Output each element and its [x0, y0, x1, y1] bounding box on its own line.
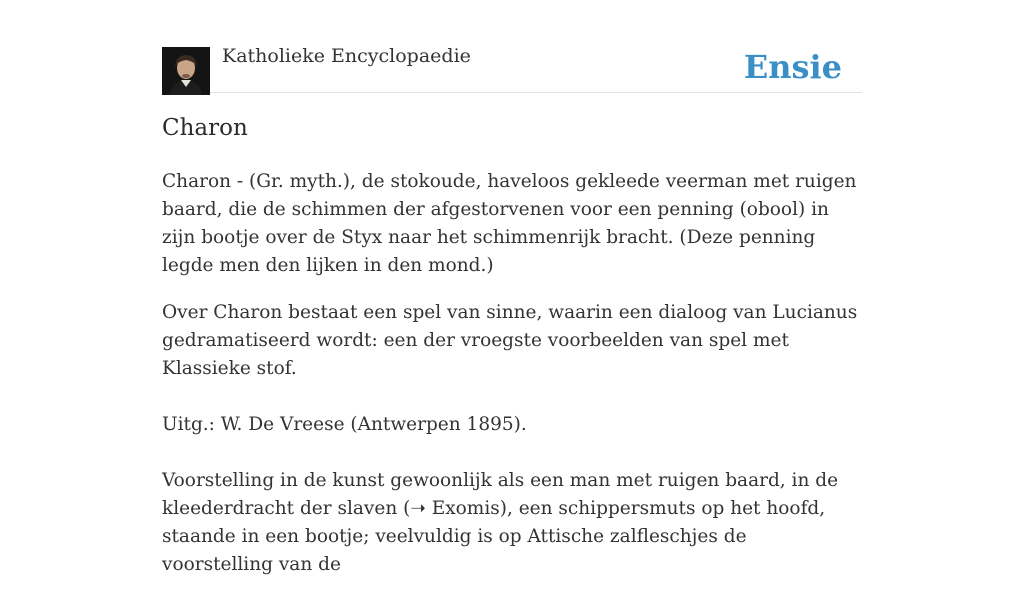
article-paragraph: Voorstelling in de kunst gewoonlijk als een man met ruigen baard, in de kleederdracht der slaven (➝ Exomis), een schippersmuts op het hoofd, staande in een bootje; veelvuldig is op Attische zalfleschjes de voorstelling van de — [162, 470, 839, 575]
site-header — [162, 0, 862, 93]
page-container — [162, 0, 862, 575]
portrait-avatar-icon[interactable] — [162, 47, 210, 95]
article-paragraph: Uitg.: W. De Vreese (Antwerpen 1895). — [162, 414, 527, 435]
page-title: Charon — [162, 115, 248, 141]
ensie-logo-link[interactable]: Ensie — [743, 48, 842, 86]
site-name-link[interactable]: Katholieke Encyclopaedie — [222, 45, 471, 67]
article-paragraph: Over Charon bestaat een spel van sinne, waarin een dialoog van Lucianus gedramatiseerd wordt: een der vroegste voorbeelden van spel met Klassieke stof. — [162, 302, 858, 379]
article-paragraph: Charon - (Gr. myth.), de stokoude, haveloos gekleede veerman met ruigen baard, die de schimmen der afgestorvenen voor een penning (obool) in zijn bootje over de Styx naar het schimmenrijk bracht. (Deze penning legde men den lijken in den mond.) — [162, 171, 857, 276]
article-body — [162, 168, 862, 598]
